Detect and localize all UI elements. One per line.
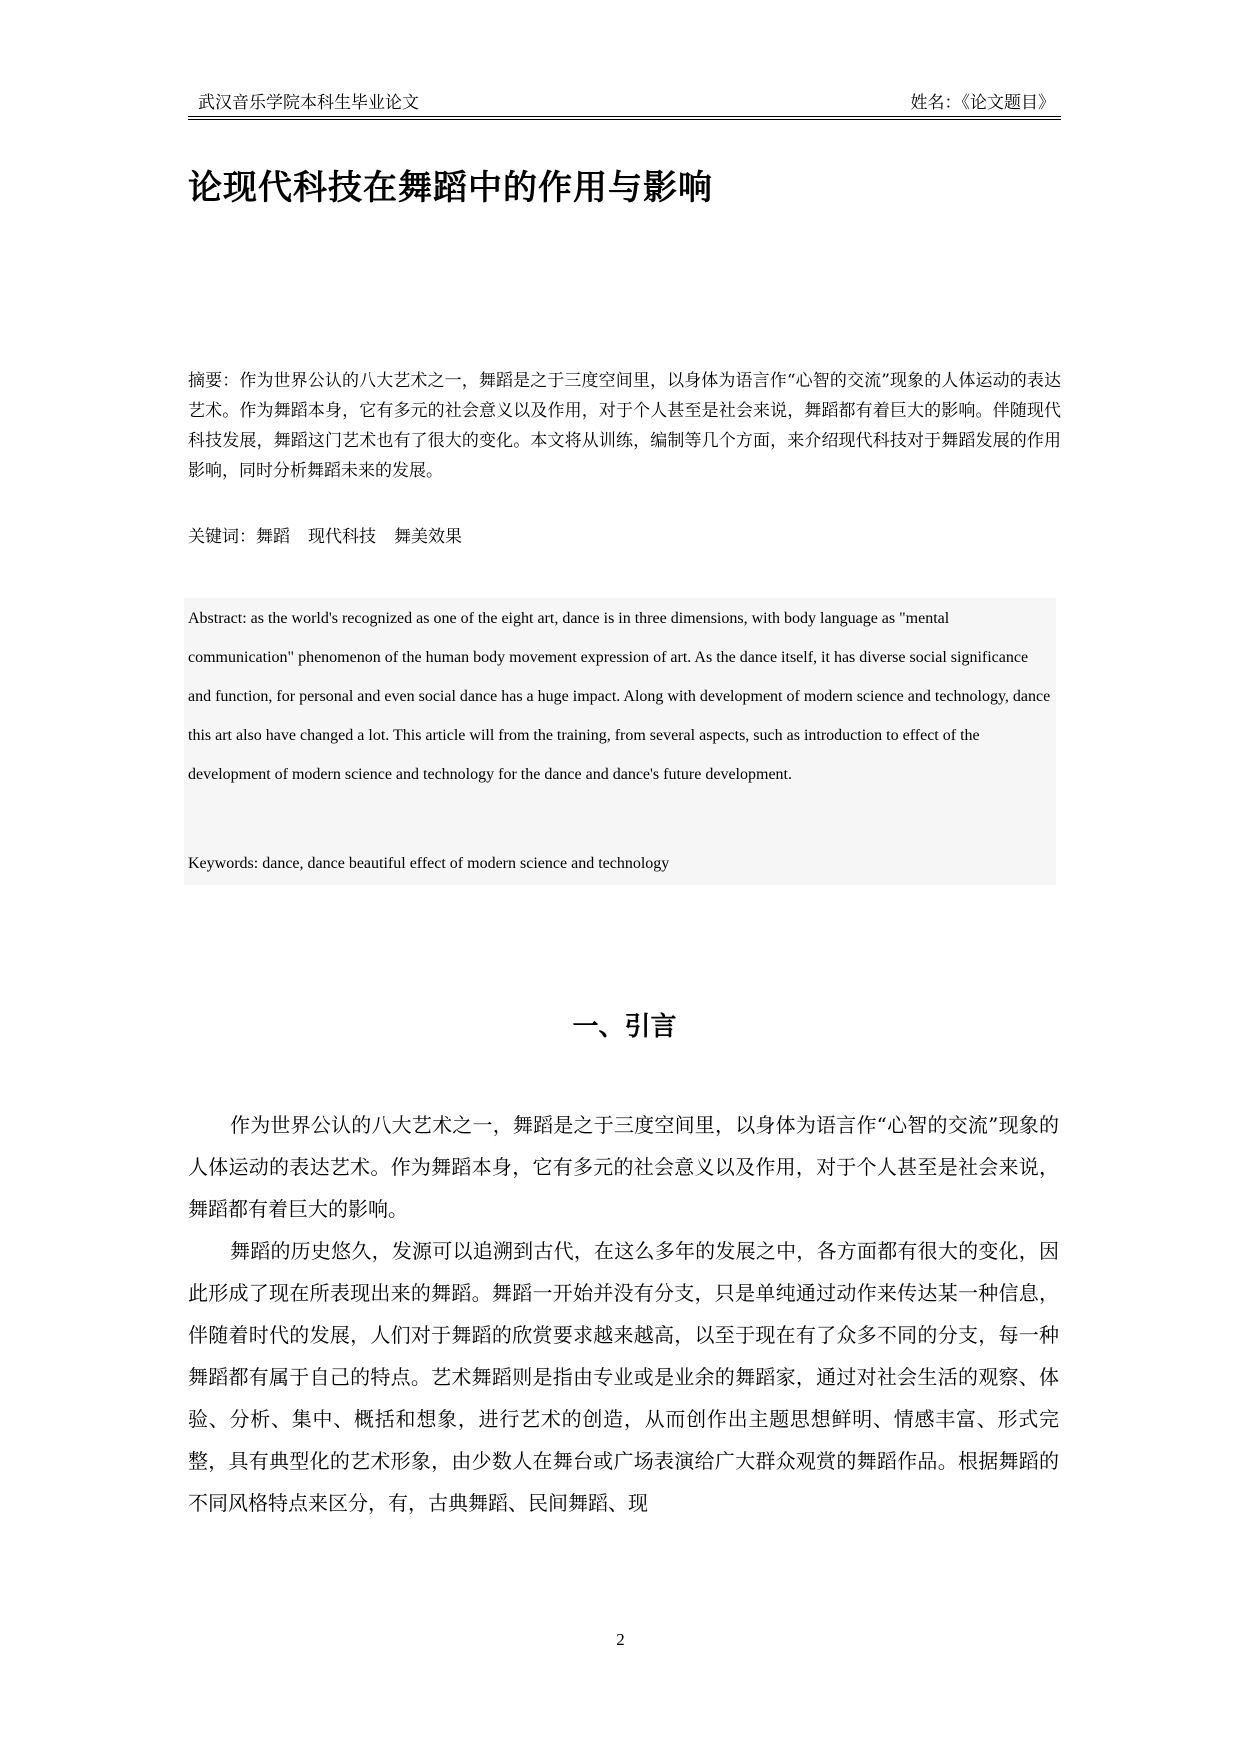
keyword-item: 现代科技	[308, 527, 376, 547]
header-right-text: 姓名：《论文题目》	[910, 93, 1055, 113]
header-left-text: 武汉音乐学院本科生毕业论文	[198, 93, 419, 113]
paper-title: 论现代科技在舞蹈中的作用与影响	[188, 168, 713, 208]
body-text	[188, 1104, 1059, 1524]
keywords-chinese	[188, 522, 480, 552]
keyword-item: 舞美效果	[394, 527, 462, 547]
paragraph: 作为世界公认的八大艺术之一，舞蹈是之于三度空间里，以身体为语言作“心智的交流”现象的人体运动的表达艺术。作为舞蹈本身，它有多元的社会意义以及作用，对于个人甚至是社会来说，舞蹈都有着巨大的影响。	[188, 1113, 1059, 1221]
abstract-chinese: 摘要：作为世界公认的八大艺术之一，舞蹈是之于三度空间里，以身体为语言作“心智的交流”现象的人体运动的表达艺术。作为舞蹈本身，它有多元的社会意义以及作用，对于个人甚至是社会来说，舞蹈都有着巨大的影响。伴随现代科技发展，舞蹈这门艺术也有了很大的变化。本文将从训练，编制等几个方面，来介绍现代科技对于舞蹈发展的作用影响，同时分析舞蹈未来的发展。	[188, 371, 1061, 481]
section-heading: 一、引言	[572, 1012, 677, 1042]
keyword-item: 舞蹈	[256, 527, 290, 547]
abstract-english: Abstract: as the world's recognized as one of the eight art, dance is in three dimensions, with body language as "mental communication" phenomenon of the human body movement expression of art. As the dance itself, it has diverse social significance and function, for personal and even social dance has a huge impact. Along with development of modern science and technology, dance this art also have changed a lot. This article will from the training, from several aspects, such as introduction to effect of the development of modern science and technology for the dance and dance's future development.	[188, 610, 1051, 783]
header-rule	[188, 119, 1061, 120]
keywords-label: 关键词：	[188, 527, 256, 547]
page-header	[188, 84, 1061, 117]
keywords-english: Keywords: dance, dance beautiful effect of modern science and technology	[188, 855, 670, 872]
paragraph: 舞蹈的历史悠久，发源可以追溯到古代，在这么多年的发展之中，各方面都有很大的变化，因此形成了现在所表现出来的舞蹈。舞蹈一开始并没有分支，只是单纯通过动作来传达某一种信息，伴随着时代的发展，人们对于舞蹈的欣赏要求越来越高，以至于现在有了众多不同的分支，每一种舞蹈都有属于自己的特点。艺术舞蹈则是指由专业或是业余的舞蹈家，通过对社会生活的观察、体验、分析、集中、概括和想象，进行艺术的创造，从而创作出主题思想鲜明、情感丰富、形式完整，具有典型化的艺术形象，由少数人在舞台或广场表演给广大群众观赏的舞蹈作品。根据舞蹈的不同风格特点来区分，有，古典舞蹈、民间舞蹈、现	[188, 1239, 1059, 1515]
page-number: 2	[616, 1630, 625, 1649]
